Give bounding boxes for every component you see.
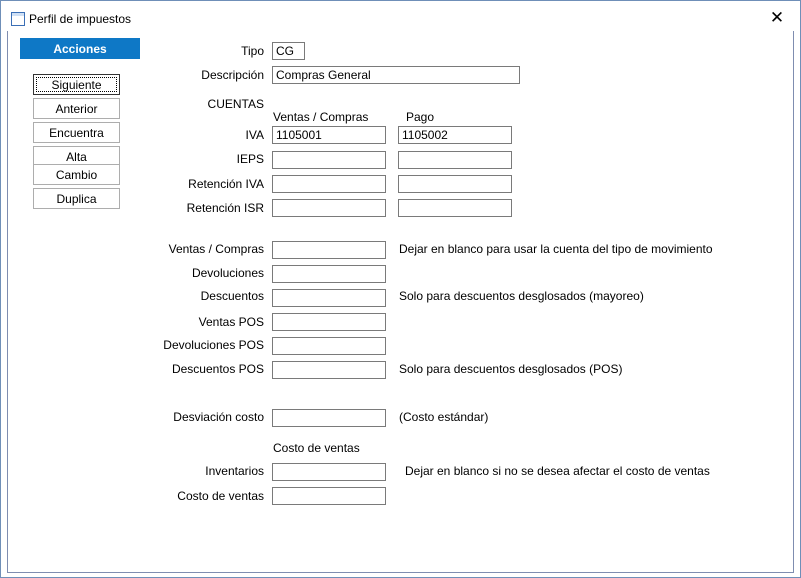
desviacion-costo-label: Desviación costo (173, 410, 264, 424)
costo-de-ventas-label: Costo de ventas (177, 489, 264, 503)
descuentos-pos-label: Descuentos POS (171, 362, 264, 376)
iva-label: IVA (245, 128, 264, 142)
descuentos-pos-hint: Solo para descuentos desglosados (POS) (399, 362, 623, 376)
descripcion-field[interactable]: Compras General (272, 66, 520, 84)
desviacion-costo-field[interactable] (272, 409, 386, 427)
descuentos-field[interactable] (272, 289, 386, 307)
ieps-ventas-field[interactable] (272, 151, 386, 169)
inventarios-field[interactable] (272, 463, 386, 481)
devoluciones-field[interactable] (272, 265, 386, 283)
ventas-compras-field[interactable] (272, 241, 386, 259)
descripcion-label: Descripción (201, 68, 264, 82)
inventarios-hint: Dejar en blanco si no se desea afectar el costo de ventas (405, 464, 710, 478)
previous-button[interactable]: Anterior (33, 98, 120, 119)
ventas-compras-label: Ventas / Compras (168, 242, 264, 256)
descuentos-label: Descuentos (200, 289, 264, 303)
next-button[interactable]: Siguiente (33, 74, 120, 95)
window-title: Perfil de impuestos (29, 12, 132, 26)
tipo-label: Tipo (241, 44, 264, 58)
col-pago-header: Pago (406, 110, 435, 124)
iva-ventas-field[interactable]: 1105001 (272, 126, 386, 144)
ventas-compras-hint: Dejar en blanco para usar la cuenta del tipo de movimiento (399, 242, 713, 256)
ventas-pos-field[interactable] (272, 313, 386, 331)
cuentas-label: CUENTAS (207, 97, 264, 111)
descuentos-pos-field[interactable] (272, 361, 386, 379)
add-button[interactable]: Alta (33, 146, 120, 167)
costo-de-ventas-field[interactable] (272, 487, 386, 505)
retencion-isr-label: Retención ISR (186, 201, 264, 215)
iva-pago-field[interactable]: 1105002 (398, 126, 512, 144)
find-button[interactable]: Encuentra (33, 122, 120, 143)
ieps-label: IEPS (236, 152, 264, 166)
devoluciones-label: Devoluciones (191, 266, 264, 280)
col-ventas-compras-header: Ventas / Compras (273, 110, 369, 124)
actions-header: Acciones (20, 38, 140, 59)
devoluciones-pos-label: Devoluciones POS (163, 338, 264, 352)
window-icon (11, 12, 25, 26)
change-button[interactable]: Cambio (33, 164, 120, 185)
close-icon[interactable]: ✕ (769, 7, 785, 27)
ventas-pos-label: Ventas POS (198, 315, 264, 329)
devoluciones-pos-field[interactable] (272, 337, 386, 355)
descuentos-hint: Solo para descuentos desglosados (mayoreo) (399, 289, 644, 303)
desviacion-costo-hint: (Costo estándar) (399, 410, 489, 424)
retencion-isr-ventas-field[interactable] (272, 199, 386, 217)
retencion-isr-pago-field[interactable] (398, 199, 512, 217)
ieps-pago-field[interactable] (398, 151, 512, 169)
retencion-iva-ventas-field[interactable] (272, 175, 386, 193)
costo-de-ventas-header: Costo de ventas (273, 441, 360, 455)
retencion-iva-pago-field[interactable] (398, 175, 512, 193)
retencion-iva-label: Retención IVA (188, 177, 264, 191)
duplicate-button[interactable]: Duplica (33, 188, 120, 209)
title-bar (1, 1, 800, 31)
tipo-field[interactable]: CG (272, 42, 305, 60)
inventarios-label: Inventarios (205, 464, 264, 478)
